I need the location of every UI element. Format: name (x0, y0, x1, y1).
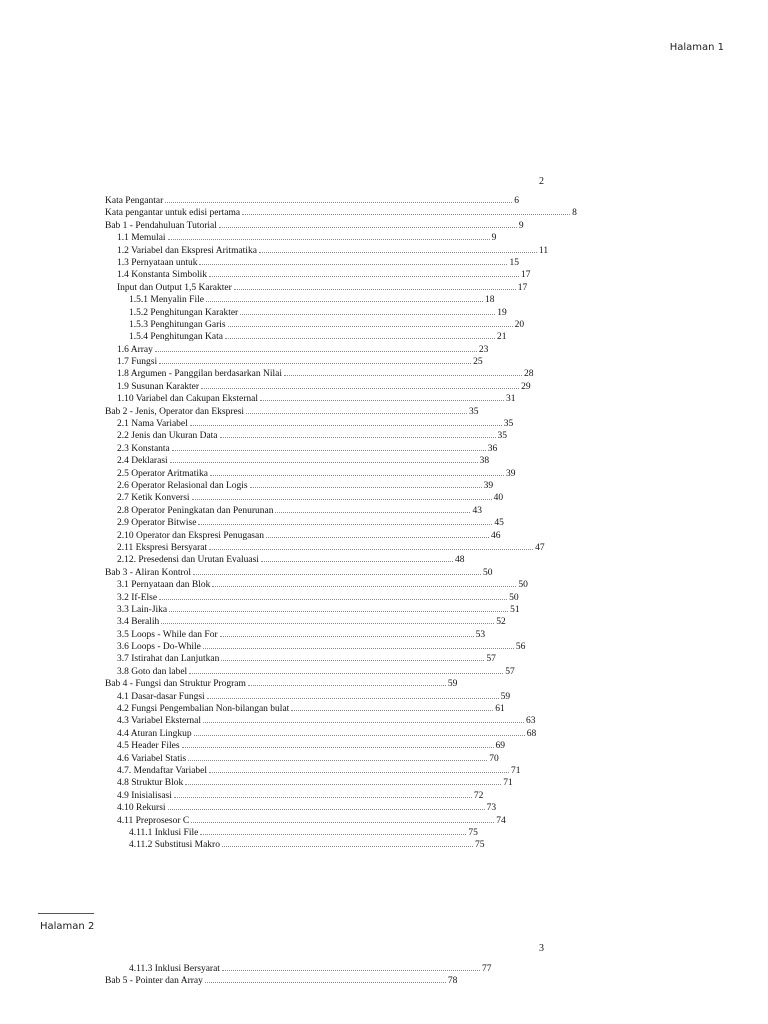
toc-entry-page: 52 (496, 617, 506, 628)
toc-entry (105, 690, 565, 702)
toc-entry-title: 4.4 Aturan Lingkup (117, 728, 192, 739)
toc-entry-page: 71 (511, 765, 521, 776)
toc-dot-leader (188, 752, 487, 761)
toc-entry-title: 2.1 Nama Variabel (117, 419, 188, 430)
toc-dot-leader (234, 281, 516, 290)
toc-entry-page: 17 (521, 270, 531, 281)
toc-entry-page: 11 (538, 245, 549, 256)
toc-entry-title: 2.6 Operator Relasional dan Logis (117, 480, 248, 491)
toc-entry-title: 3.5 Loops - While dan For (117, 629, 218, 640)
toc-entry-page: 35 (503, 419, 514, 430)
toc-entry-page: 40 (493, 493, 504, 504)
toc-entry (105, 727, 565, 739)
toc-entry-page: 31 (505, 394, 516, 405)
toc-dot-leader (203, 714, 524, 723)
toc-entry (105, 293, 565, 305)
toc-entry-title: 1.5.4 Penghitungan Kata (129, 332, 223, 343)
toc-dot-leader (220, 429, 496, 438)
toc-entry-title: 4.11.1 Inklusi File (129, 827, 199, 838)
toc-entry-title: 3.7 Istirahat dan Lanjutkan (117, 654, 220, 665)
toc-entry-title: 1.8 Argumen - Panggilan berdasarkan Nilai (117, 369, 282, 380)
toc-dot-leader (222, 962, 480, 971)
toc-entry-page: 39 (506, 468, 516, 479)
toc-entry-page: 21 (496, 332, 507, 343)
toc-entry-page: 70 (489, 753, 499, 764)
toc-entry-page: 50 (518, 580, 528, 591)
page-number-second: 3 (539, 943, 544, 954)
toc-entry-title: 3.2 If-Else (117, 592, 158, 603)
toc-entry (105, 591, 565, 603)
toc-entry-page: 36 (487, 443, 498, 454)
toc-entry-page: 23 (478, 344, 489, 355)
toc-entry-page: 59 (500, 691, 511, 702)
toc-dot-leader (275, 504, 470, 513)
toc-entry-title: 4.11.2 Substitusi Makro (129, 840, 220, 851)
toc-entry-page: 29 (521, 381, 531, 392)
toc-dot-leader (168, 801, 485, 810)
toc-entry-page: 50 (483, 567, 493, 578)
toc-dot-leader (209, 764, 509, 773)
toc-entry-page: 35 (469, 406, 479, 417)
toc-entry-title: 3.1 Pernyataan dan Blok (117, 580, 211, 591)
toc-entry-page: 61 (495, 704, 505, 715)
toc-dot-leader (168, 231, 490, 240)
toc-dot-leader (201, 380, 519, 389)
toc-entry-page: 51 (510, 604, 520, 615)
toc-entry (105, 330, 565, 342)
toc-entry (105, 838, 565, 850)
toc-dot-leader (222, 838, 473, 847)
toc-entry-page: 6 (514, 196, 520, 206)
toc-entry (105, 764, 565, 776)
toc-entry-title: 4.3 Variabel Eksternal (117, 716, 201, 727)
toc-entry-page: 50 (509, 592, 519, 603)
toc-entry (105, 467, 565, 479)
toc-entry (105, 801, 565, 813)
toc-entry-page: 78 (447, 976, 458, 987)
toc-entry-page: 69 (495, 741, 506, 752)
toc-entry-title: 4.1 Dasar-dasar Fungsi (117, 691, 205, 702)
toc-entry-page: 59 (447, 679, 458, 690)
toc-entry-title: 1.4 Konstanta Simbolik (117, 270, 207, 281)
toc-entry (105, 268, 565, 280)
toc-dot-leader (190, 417, 502, 426)
toc-entry-title: Kata Pengantar (105, 196, 164, 206)
toc-entry-title: Kata pengantar untuk edisi pertama (105, 208, 241, 219)
toc-entry (105, 652, 565, 664)
toc-dot-leader (220, 628, 474, 637)
toc-dot-leader (206, 293, 483, 302)
toc-dot-leader (291, 702, 493, 711)
toc-entry-title: 1.9 Susunan Karakter (117, 381, 200, 392)
toc-entry-page: 48 (454, 555, 465, 566)
toc-entry-title: Bab 4 - Fungsi dan Struktur Program (105, 679, 246, 690)
page-divider (38, 913, 94, 914)
toc-dot-leader (172, 442, 486, 451)
toc-entry-title: 2.12. Presedensi dan Urutan Evaluasi (117, 555, 259, 566)
toc-entry (105, 615, 565, 627)
toc-dot-leader (182, 739, 494, 748)
toc-dot-leader (161, 615, 494, 624)
toc-entry-page: 18 (484, 295, 495, 306)
toc-entry-title: Bab 1 - Pendahuluan Tutorial (105, 220, 217, 231)
toc-dot-leader (248, 677, 446, 686)
toc-entry (105, 318, 565, 330)
toc-entry-page: 47 (535, 542, 545, 553)
toc-entry-title: 2.11 Ekspresi Bersyarat (117, 542, 208, 553)
toc-entry-page: 8 (572, 208, 577, 219)
toc-entry-page: 20 (514, 319, 525, 330)
toc-dot-leader (212, 578, 516, 587)
toc-dot-leader (170, 454, 478, 463)
toc-dot-leader (169, 603, 508, 612)
toc-entry (105, 702, 565, 714)
toc-entry (105, 355, 565, 367)
toc-entry (105, 739, 565, 751)
toc-dot-leader (246, 405, 467, 414)
toc-entry-page: 9 (518, 220, 524, 231)
toc-entry-title: Input dan Output 1,5 Karakter (117, 282, 232, 293)
toc-entry-title: 4.2 Fungsi Pengembalian Non-bilangan bulat (117, 704, 290, 715)
toc-entry-page: 19 (497, 307, 507, 318)
toc-entry-title: Bab 2 - Jenis, Operator dan Ekspresi (105, 406, 245, 417)
toc-entry-page: 74 (496, 815, 506, 826)
toc-dot-leader (242, 206, 570, 215)
toc-dot-leader (225, 330, 495, 339)
toc-entry (105, 677, 565, 689)
toc-dot-leader (250, 479, 482, 488)
toc-entry-title: 1.6 Array (117, 344, 153, 355)
toc-dot-leader (219, 219, 517, 228)
toc-dot-leader (199, 256, 507, 265)
toc-entry-page: 75 (474, 840, 485, 851)
toc-dot-leader (240, 306, 495, 315)
toc-dot-leader (189, 665, 503, 674)
toc-entry (105, 491, 565, 503)
table-of-contents-continued (105, 962, 565, 987)
toc-entry-page: 28 (523, 369, 534, 380)
toc-entry-title: 4.11 Preprosesor C (117, 815, 190, 826)
toc-entry-page: 63 (525, 716, 536, 727)
toc-entry (105, 628, 565, 640)
toc-entry-title: Bab 3 - Aliran Kontrol (105, 567, 192, 578)
toc-entry (105, 553, 565, 565)
toc-dot-leader (174, 789, 472, 798)
toc-entry-title: 3.4 Beralih (117, 617, 160, 628)
toc-entry (105, 417, 565, 429)
toc-dot-leader (194, 727, 525, 736)
toc-entry-title: 1.5.1 Menyalin File (129, 295, 204, 306)
toc-entry (105, 962, 565, 974)
toc-entry (105, 566, 565, 578)
toc-entry (105, 603, 565, 615)
toc-entry-page: 73 (486, 803, 497, 814)
toc-dot-leader (159, 591, 507, 600)
toc-entry-title: 4.6 Variabel Statis (117, 753, 187, 764)
toc-dot-leader (191, 814, 494, 823)
toc-entry (105, 665, 565, 677)
toc-dot-leader (209, 541, 533, 550)
toc-entry-title: Bab 5 - Pointer dan Array (105, 976, 203, 987)
toc-entry (105, 343, 565, 355)
toc-entry-title: 1.1 Memulai (117, 233, 166, 244)
toc-entry (105, 789, 565, 801)
toc-entry-title: 3.3 Lain-Jika (117, 604, 168, 615)
toc-entry-title: 1.5.2 Penghitungan Karakter (129, 307, 239, 318)
toc-dot-leader (198, 516, 492, 525)
toc-entry-title: 1.3 Pernyataan untuk (117, 257, 198, 268)
toc-entry-title: 2.7 Ketik Konversi (117, 493, 190, 504)
toc-entry-title: 1.7 Fungsi (117, 357, 158, 368)
toc-entry (105, 442, 565, 454)
toc-entry (105, 256, 565, 268)
toc-entry (105, 814, 565, 826)
toc-entry-page: 57 (505, 666, 515, 677)
toc-entry-title: 3.6 Loops - Do-While (117, 642, 201, 653)
toc-entry-title: 4.9 Inisialisasi (117, 790, 172, 801)
toc-dot-leader (205, 974, 446, 983)
toc-entry (105, 306, 565, 318)
toc-dot-leader (228, 318, 513, 327)
toc-dot-leader (192, 491, 492, 500)
toc-entry-page: 46 (490, 530, 501, 541)
toc-entry (105, 826, 565, 838)
toc-dot-leader (221, 652, 484, 661)
toc-entry-title: 1.2 Variabel dan Ekspresi Aritmatika (117, 245, 257, 256)
toc-entry-title: 4.10 Rekursi (117, 803, 166, 814)
toc-entry (105, 776, 565, 788)
toc-dot-leader (210, 467, 504, 476)
toc-entry-title: 4.11.3 Inklusi Bersyarat (129, 964, 220, 974)
toc-entry-page: 9 (491, 233, 497, 244)
toc-entry (105, 219, 565, 231)
toc-entry-page: 77 (481, 964, 492, 974)
toc-dot-leader (159, 355, 471, 364)
toc-entry (105, 479, 565, 491)
toc-entry-page: 43 (472, 505, 482, 516)
toc-entry-page: 38 (479, 456, 490, 467)
toc-entry-page: 57 (486, 654, 496, 665)
toc-entry (105, 367, 565, 379)
toc-entry (105, 194, 565, 206)
toc-entry (105, 231, 565, 243)
toc-entry-title: 4.8 Struktur Blok (117, 778, 184, 789)
toc-entry-title: 2.9 Operator Bitwise (117, 518, 197, 529)
toc-entry-page: 35 (497, 431, 508, 442)
toc-entry-page: 56 (515, 642, 526, 653)
toc-entry-page: 15 (509, 257, 519, 268)
page-number-first: 2 (539, 176, 544, 187)
toc-entry-page: 25 (473, 357, 483, 368)
toc-entry-title: 1.5.3 Penghitungan Garis (129, 319, 226, 330)
toc-entry (105, 529, 565, 541)
toc-dot-leader (165, 194, 512, 203)
toc-dot-leader (200, 826, 466, 835)
toc-dot-leader (284, 367, 522, 376)
toc-entry-title: 3.8 Goto dan label (117, 666, 188, 677)
toc-entry (105, 541, 565, 553)
toc-entry (105, 281, 565, 293)
toc-entry (105, 380, 565, 392)
toc-entry (105, 578, 565, 590)
toc-dot-leader (260, 392, 504, 401)
toc-entry-page: 75 (468, 827, 478, 838)
toc-dot-leader (261, 553, 453, 562)
toc-entry-page: 68 (526, 728, 537, 739)
toc-entry-page: 53 (475, 629, 486, 640)
toc-dot-leader (259, 244, 537, 253)
toc-entry (105, 714, 565, 726)
toc-dot-leader (185, 776, 501, 785)
table-of-contents (105, 194, 577, 851)
toc-entry (105, 752, 565, 764)
toc-entry-title: 4.7. Mendaftar Variabel (117, 765, 208, 776)
toc-entry (105, 244, 565, 256)
toc-entry-title: 2.5 Operator Aritmatika (117, 468, 209, 479)
toc-entry (105, 454, 565, 466)
toc-dot-leader (203, 640, 514, 649)
toc-dot-leader (155, 343, 477, 352)
toc-entry-title: 2.4 Deklarasi (117, 456, 168, 467)
page-label-bottom: Halaman 2 (40, 921, 95, 932)
toc-entry (105, 640, 565, 652)
toc-entry (105, 429, 565, 441)
toc-entry-page: 71 (503, 778, 513, 789)
toc-dot-leader (207, 690, 499, 699)
toc-entry-page: 17 (517, 282, 528, 293)
toc-entry (105, 504, 565, 516)
toc-entry-page: 72 (473, 790, 484, 801)
toc-entry (105, 392, 565, 404)
toc-dot-leader (193, 566, 481, 575)
toc-entry (105, 405, 565, 417)
toc-entry-title: 4.5 Header Files (117, 741, 180, 752)
toc-entry-title: 2.10 Operator dan Ekspresi Penugasan (117, 530, 264, 541)
toc-entry-page: 39 (483, 480, 494, 491)
toc-entry (105, 206, 577, 219)
toc-entry (105, 516, 565, 528)
toc-entry-title: 2.3 Konstanta (117, 443, 170, 454)
toc-dot-leader (209, 268, 519, 277)
toc-entry-page: 45 (494, 518, 504, 529)
toc-entry-title: 2.8 Operator Peningkatan dan Penurunan (117, 505, 274, 516)
toc-entry (105, 974, 565, 986)
toc-dot-leader (266, 529, 489, 538)
page-label-top: Halaman 1 (669, 42, 724, 53)
toc-entry-title: 2.2 Jenis dan Ukuran Data (117, 431, 218, 442)
toc-entry-title: 1.10 Variabel dan Cakupan Eksternal (117, 394, 258, 405)
